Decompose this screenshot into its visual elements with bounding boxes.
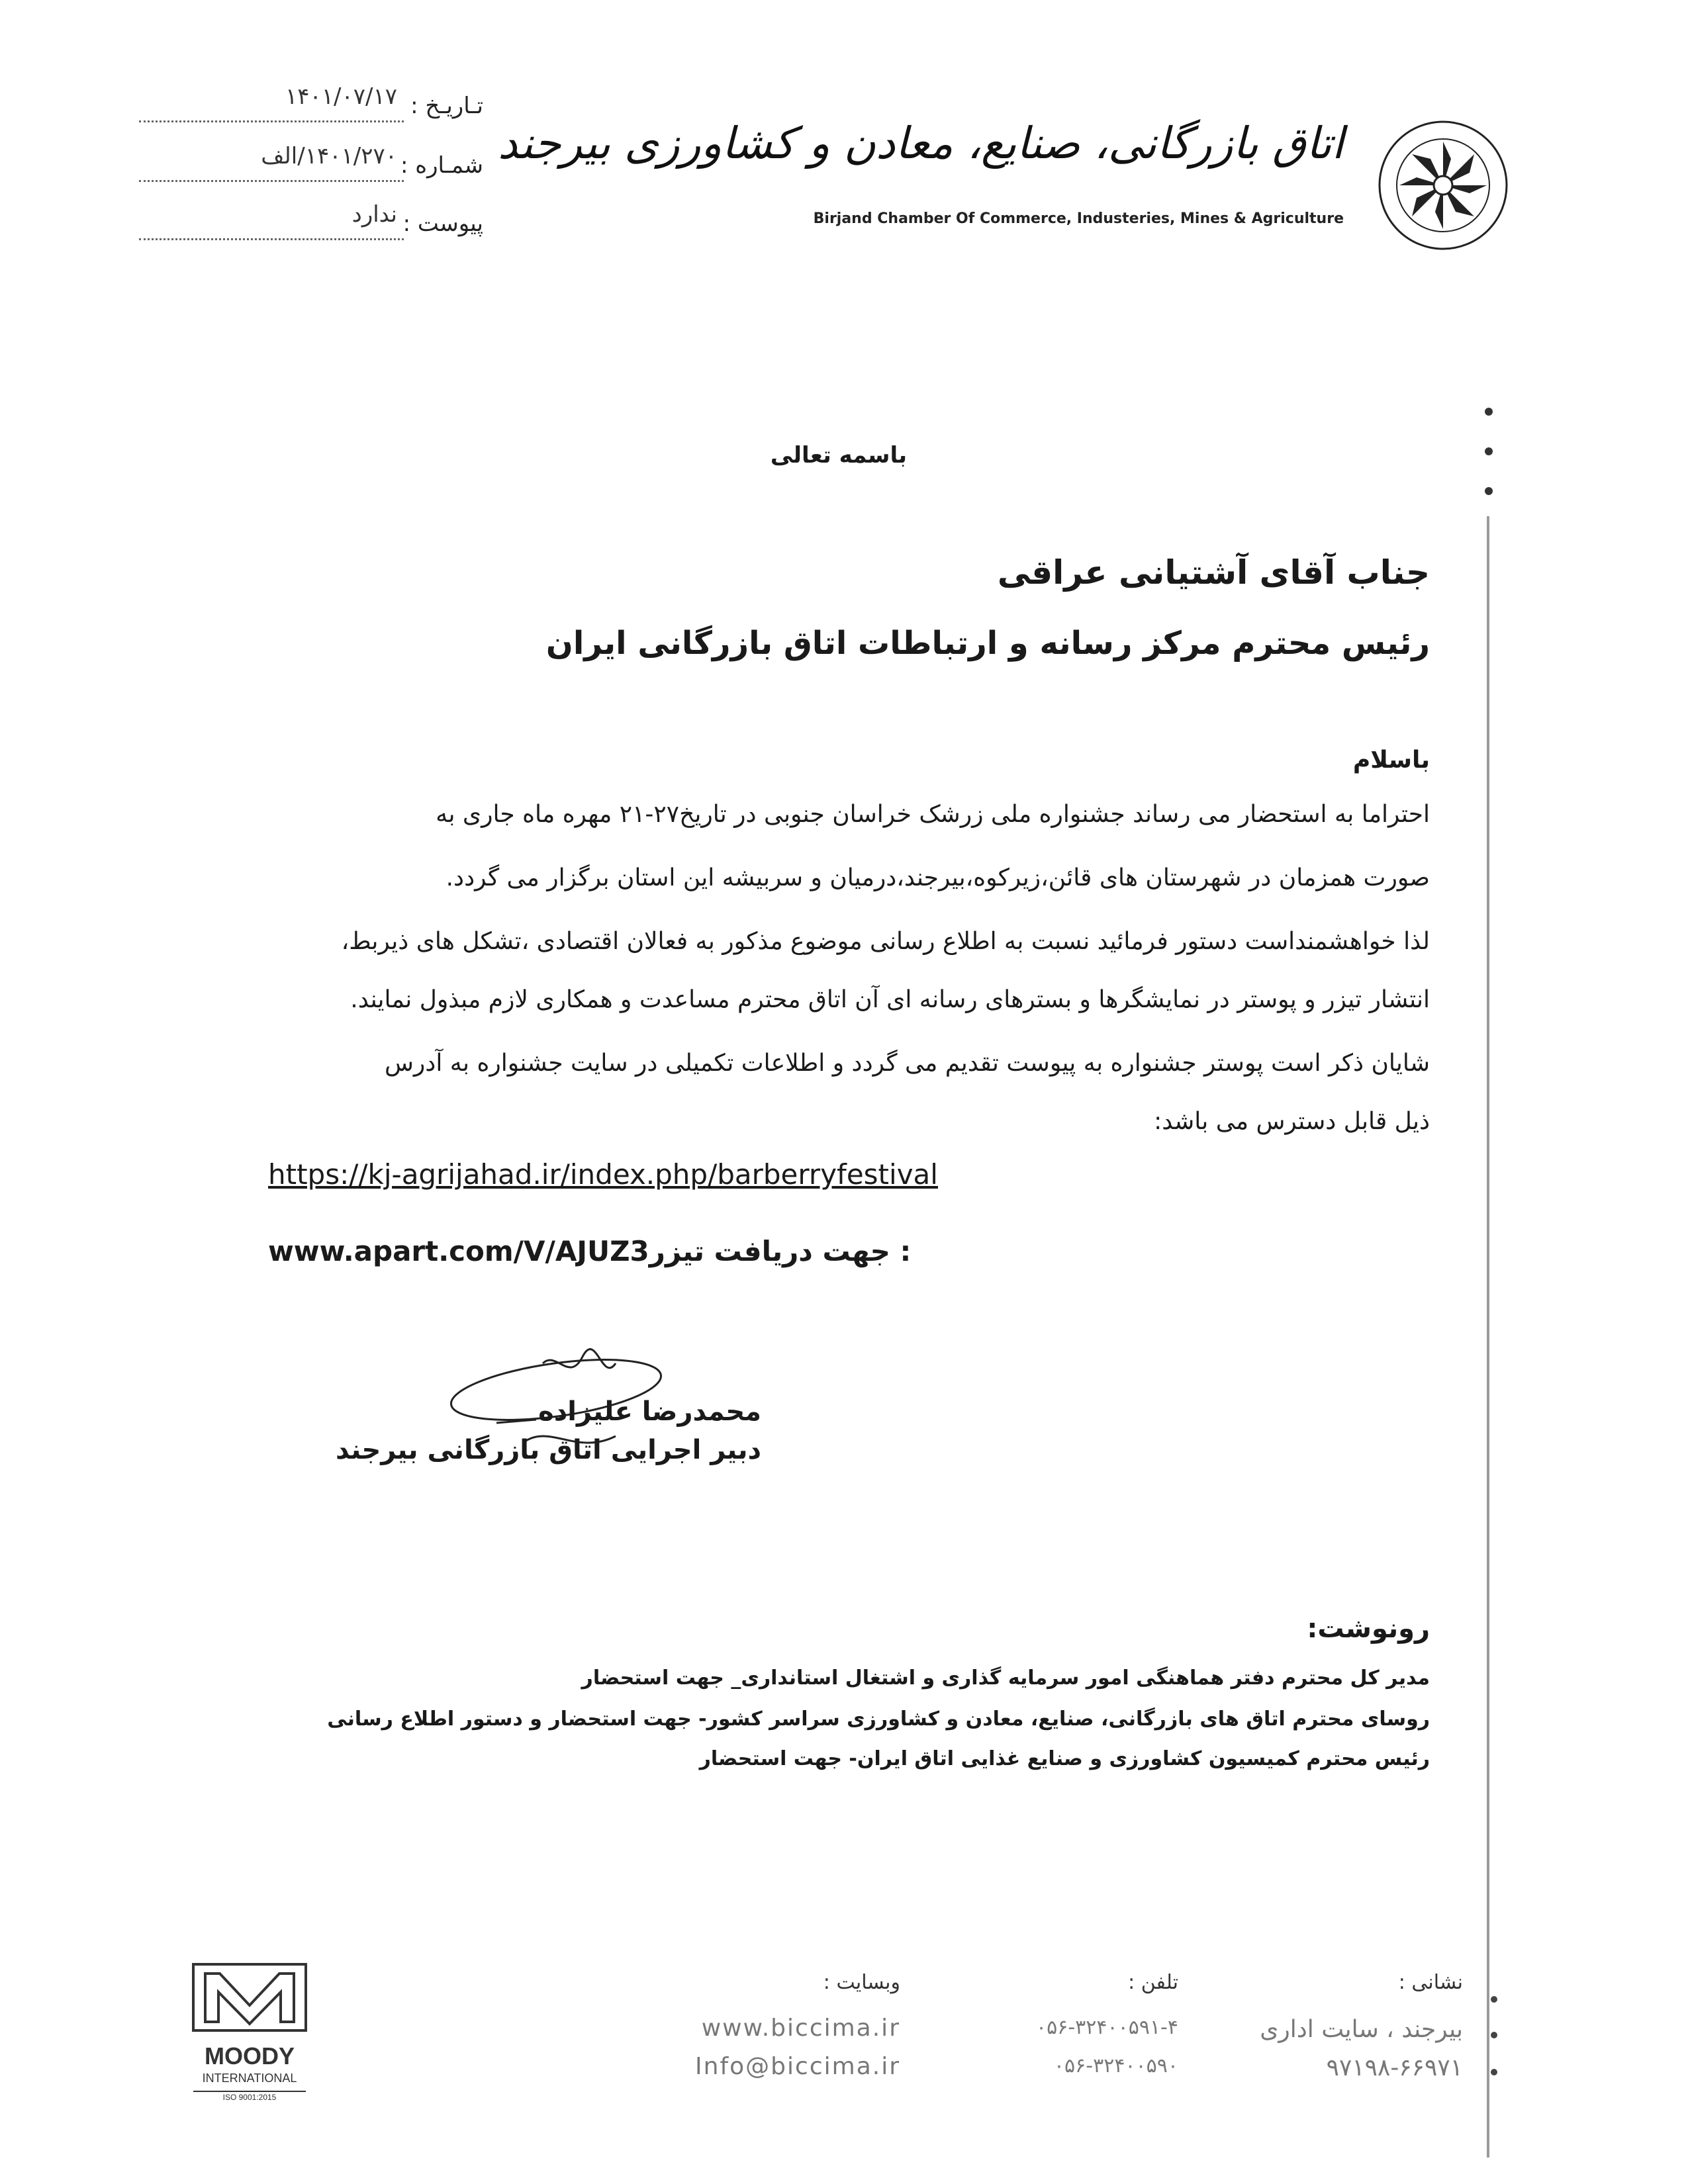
festival-link[interactable]: https://kj-agrijahad.ir/index.php/barberryfestival xyxy=(268,1158,938,1191)
body-line: لذا خواهشمنداست دستور فرمائید نسبت به اطلاع رسانی موضوع مذکور به فعالان اقتصادی ،تشکل های ذیربط، xyxy=(341,928,1430,955)
address-line1: بیرجند ، سایت اداری xyxy=(1260,2016,1463,2043)
teaser-line xyxy=(268,1235,911,1267)
org-name-persian: اتاق بازرگانی، صنایع، معادن و کشاورزی بیرجند xyxy=(498,118,1344,169)
attachment-value: ندارد xyxy=(352,201,397,228)
addressee-name: جناب آقای آشتیانی عراقی xyxy=(997,553,1430,592)
number-value: ۱۴۰۱/۲۷۰/الف xyxy=(261,143,397,169)
number-label: شمـاره : xyxy=(400,152,483,179)
margin-dot xyxy=(1485,408,1493,416)
date-value: ۱۴۰۱/۰۷/۱۷ xyxy=(285,83,397,110)
body-line: ذیل قابل دسترس می باشد: xyxy=(1154,1108,1430,1135)
basmala: باسمه تعالی xyxy=(770,442,907,469)
footer-bullet xyxy=(1491,2032,1497,2038)
chamber-emblem-icon xyxy=(1377,119,1509,251)
body-line: صورت همزمان در شهرستان های قائن،زیرکوه،بیرجند،درمیان و سربیشه این استان برگزار می گردد. xyxy=(445,864,1430,891)
body-line: احتراما به استحضار می رساند جشنواره ملی زرشک خراسان جنوبی در تاریخ۲۷-۲۱ مهره ماه جاری به xyxy=(436,801,1430,828)
cc-line: مدیر کل محترم دفتر هماهنگی امور سرمایه گذاری و اشتغال استانداری_ جهت استحضار xyxy=(581,1666,1430,1690)
moody-standard: ISO 9001:2015 xyxy=(222,2093,277,2102)
cc-line: رئیس محترم کمیسیون کشاورزی و صنایع غذایی اتاق ایران- جهت استحضار xyxy=(699,1747,1430,1770)
email-link[interactable]: Info@biccima.ir xyxy=(695,2053,900,2080)
signatory-title: دبیر اجرایی اتاق بازرگانی بیرجند xyxy=(336,1435,761,1465)
signatory-name: محمدرضا علیزاده xyxy=(538,1396,761,1427)
attachment-label: پیوست : xyxy=(402,210,483,237)
margin-line xyxy=(1487,516,1489,2158)
attachment-row xyxy=(139,201,483,250)
cc-line: روسای محترم اتاق های بازرگانی، صنایع، معادن و کشاورزی سراسر کشور- جهت استحضار و دستور اطلاع رسانی xyxy=(327,1707,1430,1731)
number-dots xyxy=(139,180,404,182)
footer-bullet xyxy=(1491,2069,1497,2075)
moody-sub: INTERNATIONAL xyxy=(202,2071,297,2085)
greeting: باسلام xyxy=(1352,747,1430,774)
addressee-title: رئیس محترم مرکز رسانه و ارتباطات اتاق بازرگانی ایران xyxy=(545,625,1430,662)
website-label: وبسایت : xyxy=(823,1971,900,1994)
number-row xyxy=(139,143,483,192)
phone-line1: ۰۵۶-۳۲۴۰۰۵۹۱-۴ xyxy=(1035,2016,1178,2039)
cc-title: رونوشت: xyxy=(1307,1614,1430,1644)
phone-line2: ۰۵۶-۳۲۴۰۰۵۹۰ xyxy=(1053,2054,1178,2077)
phone-label: تلفن : xyxy=(1128,1971,1178,1994)
attachment-dots xyxy=(139,238,404,240)
moody-brand: MOODY xyxy=(204,2042,295,2070)
address-label: نشانی : xyxy=(1398,1971,1463,1994)
org-name-english: Birjand Chamber Of Commerce, Industeries, Mines & Agriculture xyxy=(813,210,1344,227)
teaser-label: : جهت دریافت تیزر xyxy=(649,1235,912,1267)
website-link[interactable]: www.biccima.ir xyxy=(701,2015,900,2042)
body-line: انتشار تیزر و پوستر در نمایشگرها و بسترهای رسانه ای آن اتاق محترم مساعدت و همکاری لازم مبذول نمایند. xyxy=(350,986,1430,1013)
date-dots xyxy=(139,120,404,122)
margin-dot xyxy=(1485,487,1493,495)
body-line: شایان ذکر است پوستر جشنواره به پیوست تقدیم می گردد و اطلاعات تکمیلی در سایت جشنواره به آدرس xyxy=(384,1050,1430,1077)
date-row xyxy=(139,83,483,132)
margin-dot xyxy=(1485,447,1493,455)
footer-bullet xyxy=(1491,1996,1497,2003)
teaser-url[interactable]: www.apart.com/V/AJUZ3 xyxy=(268,1235,649,1267)
date-label: تـاریـخ : xyxy=(410,93,483,119)
address-line2: ۹۷۱۹۸-۶۶۹۷۱ xyxy=(1326,2054,1463,2081)
